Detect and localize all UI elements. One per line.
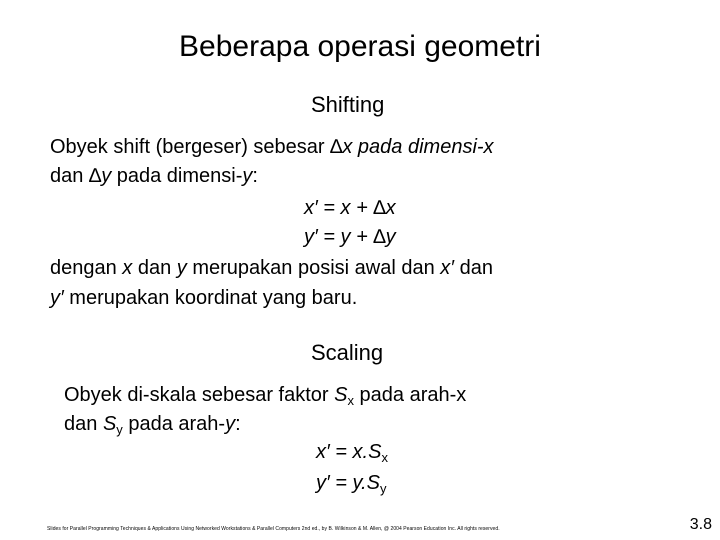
page-number: 3.8 xyxy=(689,516,712,533)
delta-symbol: ∆ xyxy=(88,165,102,187)
shifting-equation-y: y′ = y + ∆y xyxy=(304,226,396,248)
shifting-heading: Shifting xyxy=(311,92,385,117)
delta-symbol: ∆ xyxy=(330,136,343,158)
scaling-heading: Scaling xyxy=(311,340,384,365)
shifting-line-3: dengan x dan y merupakan posisi awal dan x′ dan xyxy=(50,257,493,279)
scaling-line-1: Obyek di-skala sebesar faktor $S_x$ pada arah-x xyxy=(64,384,467,408)
page-title: Beberapa operasi geometri xyxy=(179,30,541,63)
scaling-equation-y: $y' = y.S_y$ xyxy=(316,472,387,496)
footer-credit: Slides for Parallel Programming Techniques & Applications Using Networked Workstations & Parallel Computers 2nd ed., by B. Wilkinson & M. Allen, @ 2004 Pearson Education Inc. All rights reserved. xyxy=(47,526,500,532)
shifting-equation-x: x′ = x + ∆x xyxy=(304,197,396,219)
delta-symbol: ∆ xyxy=(373,226,386,248)
delta-symbol: ∆ xyxy=(373,197,386,219)
shifting-line-2: dan ∆y pada dimensi-y: xyxy=(50,165,258,187)
scaling-line-2: dan $S_y$ pada arah-y: xyxy=(64,413,241,437)
scaling-equation-x: $x' = x.S_x$ xyxy=(316,441,388,465)
shifting-line-4: y′ merupakan koordinat yang baru. xyxy=(50,287,358,309)
shifting-line-1: Obyek shift (bergeser) sebesar ∆x pada dimensi-x xyxy=(50,136,494,158)
